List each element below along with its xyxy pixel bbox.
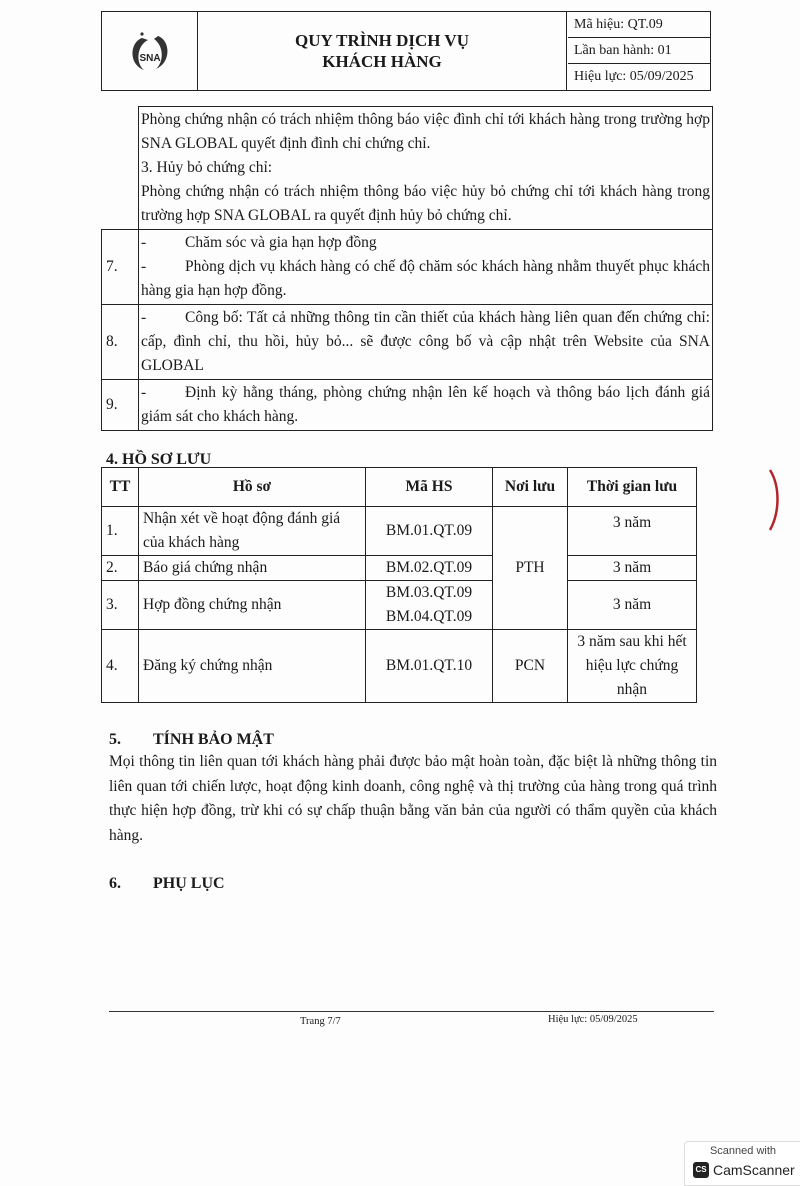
appendix-heading: PHỤ LỤC (153, 875, 225, 892)
table-row: 1. Nhận xét về hoạt động đánh giá của khách hàng BM.01.QT.09 PTH 3 năm (102, 507, 697, 556)
logo-cell (102, 12, 198, 90)
title-line-2: KHÁCH HÀNG (322, 52, 442, 71)
table-row: 2. Báo giá chứng nhận BM.02.QT.09 3 năm (102, 556, 697, 581)
suspension-text: Phòng chứng nhận có trách nhiệm thông báo việc đình chỉ tới khách hàng trong trường hợp SNA GLOBAL quyết định đình chỉ chứng chỉ. 3. Hủy bỏ chứng chỉ: Phòng chứng nhận có trách nhiệm thông báo việc hủy bỏ chứng chỉ tới khách hàng trong trường hợp SNA GLOBAL ra quyết định hủy bỏ chứng chỉ. (139, 107, 713, 230)
step-number: 7. (102, 230, 139, 305)
camscanner-icon: CS (693, 1162, 709, 1178)
step-number: 9. (102, 380, 139, 431)
table-row (102, 305, 713, 380)
table-header-row: TT Hồ sơ Mã HS Nơi lưu Thời gian lưu (102, 468, 697, 507)
security-heading: TÍNH BẢO MẬT (153, 731, 274, 748)
table-row: 4. Đăng ký chứng nhận BM.01.QT.10 PCN 3 năm sau khi hết hiệu lực chứng nhận (102, 630, 697, 703)
footer-divider (109, 1011, 714, 1012)
step-9-text: - Định kỳ hằng tháng, phòng chứng nhận lên kế hoạch và thông báo lịch đánh giá giám sát cho khách hàng. (139, 380, 713, 431)
security-number: 5. (109, 731, 121, 748)
title-line-1: QUY TRÌNH DỊCH VỤ (295, 31, 469, 50)
records-heading: 4. HỒ SƠ LƯU (106, 451, 212, 468)
storage-place: PTH (493, 507, 568, 630)
appendix-number: 6. (109, 875, 121, 892)
table-row (102, 380, 713, 431)
records-table (101, 467, 697, 703)
footer-effective: Hiệu lực: 05/09/2025 (548, 1014, 638, 1025)
table-row (102, 107, 713, 230)
step-7-text: - Chăm sóc và gia hạn hợp đồng - Phòng dịch vụ khách hàng có chế độ chăm sóc khách hàng nhằm thuyết phục khách hàng gia hạn hợp đồng. (139, 230, 713, 305)
margin-mark-icon (764, 468, 784, 532)
table-row (102, 230, 713, 305)
doc-code: Mã hiệu: QT.09 (568, 12, 710, 38)
page-number: Trang 7/7 (300, 1016, 341, 1027)
document-header (101, 11, 711, 91)
doc-issue: Lần ban hành: 01 (568, 38, 710, 64)
sna-logo-icon (102, 12, 197, 90)
step-number: 8. (102, 305, 139, 380)
document-title (198, 12, 567, 90)
svg-text:SNA: SNA (139, 53, 161, 64)
security-text: Mọi thông tin liên quan tới khách hàng phải được bảo mật hoàn toàn, đặc biệt là những thông tin liên quan tới chiến lược, hoạt động kinh doanh, công nghệ và thị trường của hàng trong quá trình thực hiện hợp đồng, trừ khi có sự chấp thuận bằng văn bản của người có thẩm quyền của khách hàng. (109, 753, 717, 844)
step-8-text: - Công bố: Tất cả những thông tin cần thiết của khách hàng liên quan đến chứng chỉ: cấp, đình chỉ, thu hồi, hủy bỏ... sẽ được công bố và cập nhật trên Website của SNA GLOBAL (139, 305, 713, 380)
doc-effective: Hiệu lực: 05/09/2025 (574, 69, 694, 84)
table-row: 3. Hợp đồng chứng nhận BM.03.QT.09 BM.04.QT.09 3 năm (102, 581, 697, 630)
process-steps-table (101, 106, 713, 431)
camscanner-watermark: Scanned with CS CamScanner (684, 1141, 800, 1186)
